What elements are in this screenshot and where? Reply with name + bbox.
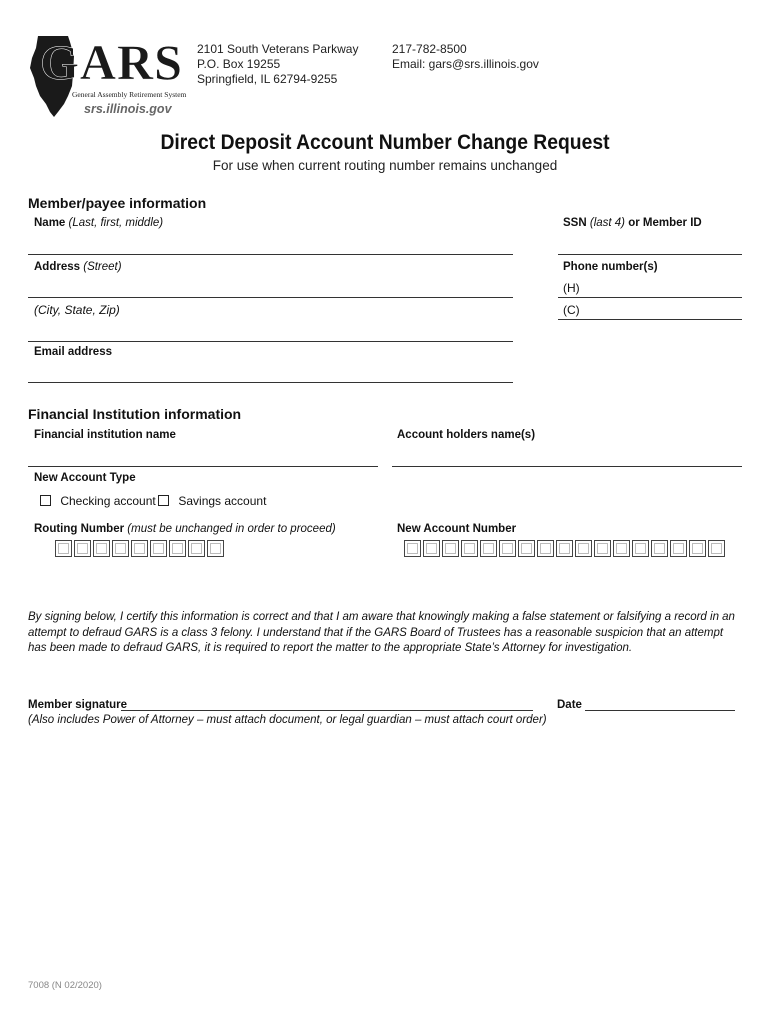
- street-address-field[interactable]: [28, 297, 513, 298]
- account-digit-box[interactable]: [518, 540, 535, 557]
- account-holders-label: Account holders name(s): [397, 429, 536, 441]
- routing-label-text: Routing Number: [34, 523, 125, 535]
- account-digit-box[interactable]: [670, 540, 687, 557]
- mailing-address: [197, 42, 358, 87]
- account-type-label: New Account Type: [34, 472, 136, 484]
- logo: [28, 34, 193, 120]
- ssn-hint: (last 4): [589, 217, 626, 229]
- name-label: [34, 217, 163, 229]
- routing-digit-box[interactable]: [74, 540, 91, 557]
- phone-cell-label: (C): [563, 303, 580, 317]
- routing-digit-box[interactable]: [188, 540, 205, 557]
- certification-text: By signing below, I certify this information is correct and that I am aware that knowingly making a false statement or falsifying a record in an attempt to defraud GARS is a class 3 felony. I understand that if the GARS Board of Trustees has a reasonable suspicion that an attempt has been made to defraud GARS, it is required to report the matter to the appropriate State’s Attorney for investigation.: [28, 611, 735, 654]
- account-digit-box[interactable]: [404, 540, 421, 557]
- institution-name-field[interactable]: [28, 466, 378, 467]
- logo-text: GARS: [40, 34, 183, 90]
- routing-hint: (must be unchanged in order to proceed): [127, 523, 336, 535]
- account-digit-box[interactable]: [613, 540, 630, 557]
- routing-digit-box[interactable]: [207, 540, 224, 557]
- phone-label: Phone number(s): [563, 261, 658, 273]
- account-digit-box[interactable]: [689, 540, 706, 557]
- page-title: Direct Deposit Account Number Change Request: [160, 131, 610, 154]
- email-text: Email: gars@srs.illinois.gov: [392, 57, 539, 71]
- account-digit-box[interactable]: [575, 540, 592, 557]
- routing-digit-box[interactable]: [112, 540, 129, 557]
- name-hint: (Last, first, middle): [68, 217, 164, 229]
- account-digit-box[interactable]: [556, 540, 573, 557]
- date-label: Date: [557, 699, 582, 711]
- checking-label: Checking account: [60, 494, 156, 508]
- account-number-label: New Account Number: [397, 523, 517, 535]
- routing-digit-box[interactable]: [93, 540, 110, 557]
- checking-option[interactable]: [40, 494, 156, 508]
- phone-home-label: (H): [563, 281, 580, 295]
- phone-text: 217-782-8500: [392, 42, 467, 56]
- ssn-label-text: SSN: [563, 217, 587, 229]
- account-digit-box[interactable]: [632, 540, 649, 557]
- account-digit-box[interactable]: [537, 540, 554, 557]
- routing-digit-box[interactable]: [150, 540, 167, 557]
- routing-digit-box[interactable]: [131, 540, 148, 557]
- section-heading-financial: Financial Institution information: [28, 406, 242, 422]
- account-digit-box[interactable]: [442, 540, 459, 557]
- savings-option[interactable]: [158, 494, 266, 508]
- page-subtitle: For use when current routing number remains unchanged: [212, 158, 558, 173]
- signature-note: (Also includes Power of Attorney – must attach document, or legal guardian – must attach court order): [28, 714, 547, 726]
- form-number: 7008 (N 02/2020): [28, 980, 102, 991]
- address-line: 2101 South Veterans Parkway: [197, 42, 359, 56]
- address-label: [34, 261, 122, 273]
- address-line: P.O. Box 19255: [197, 57, 281, 71]
- checking-checkbox[interactable]: [40, 495, 51, 506]
- phone-cell-field[interactable]: [558, 319, 742, 320]
- phone-home-field[interactable]: [558, 297, 742, 298]
- account-number-boxes[interactable]: [404, 540, 727, 557]
- routing-number-label: [34, 523, 336, 535]
- ssn-field[interactable]: [558, 254, 742, 255]
- city-state-zip-field[interactable]: [28, 341, 513, 342]
- name-field[interactable]: [28, 254, 513, 255]
- account-digit-box[interactable]: [480, 540, 497, 557]
- date-field[interactable]: [585, 710, 735, 711]
- email-label: Email address: [34, 346, 112, 358]
- address-line: Springfield, IL 62794-9255: [197, 72, 338, 86]
- ssn-label: [563, 217, 702, 229]
- account-digit-box[interactable]: [461, 540, 478, 557]
- account-digit-box[interactable]: [651, 540, 668, 557]
- signature-label: Member signature: [28, 699, 128, 711]
- address-label-text: Address: [34, 261, 81, 273]
- logo-subtitle: General Assembly Retirement System: [72, 90, 187, 99]
- contact-info: [392, 42, 539, 72]
- website-text: srs.illinois.gov: [84, 102, 172, 116]
- city-state-zip-hint: (City, State, Zip): [34, 303, 120, 317]
- account-digit-box[interactable]: [499, 540, 516, 557]
- routing-digit-box[interactable]: [169, 540, 186, 557]
- ssn-suffix: or Member ID: [628, 217, 702, 229]
- routing-number-boxes[interactable]: [55, 540, 226, 557]
- signature-field[interactable]: [121, 710, 533, 711]
- address-hint: (Street): [83, 261, 122, 273]
- name-label-text: Name: [34, 217, 66, 229]
- account-digit-box[interactable]: [594, 540, 611, 557]
- savings-label: Savings account: [178, 494, 267, 508]
- account-digit-box[interactable]: [708, 540, 725, 557]
- account-digit-box[interactable]: [423, 540, 440, 557]
- account-holders-field[interactable]: [392, 466, 742, 467]
- section-heading-member: Member/payee information: [28, 195, 207, 211]
- routing-digit-box[interactable]: [55, 540, 72, 557]
- email-field[interactable]: [28, 382, 513, 383]
- institution-name-label: Financial institution name: [34, 429, 176, 441]
- savings-checkbox[interactable]: [158, 495, 169, 506]
